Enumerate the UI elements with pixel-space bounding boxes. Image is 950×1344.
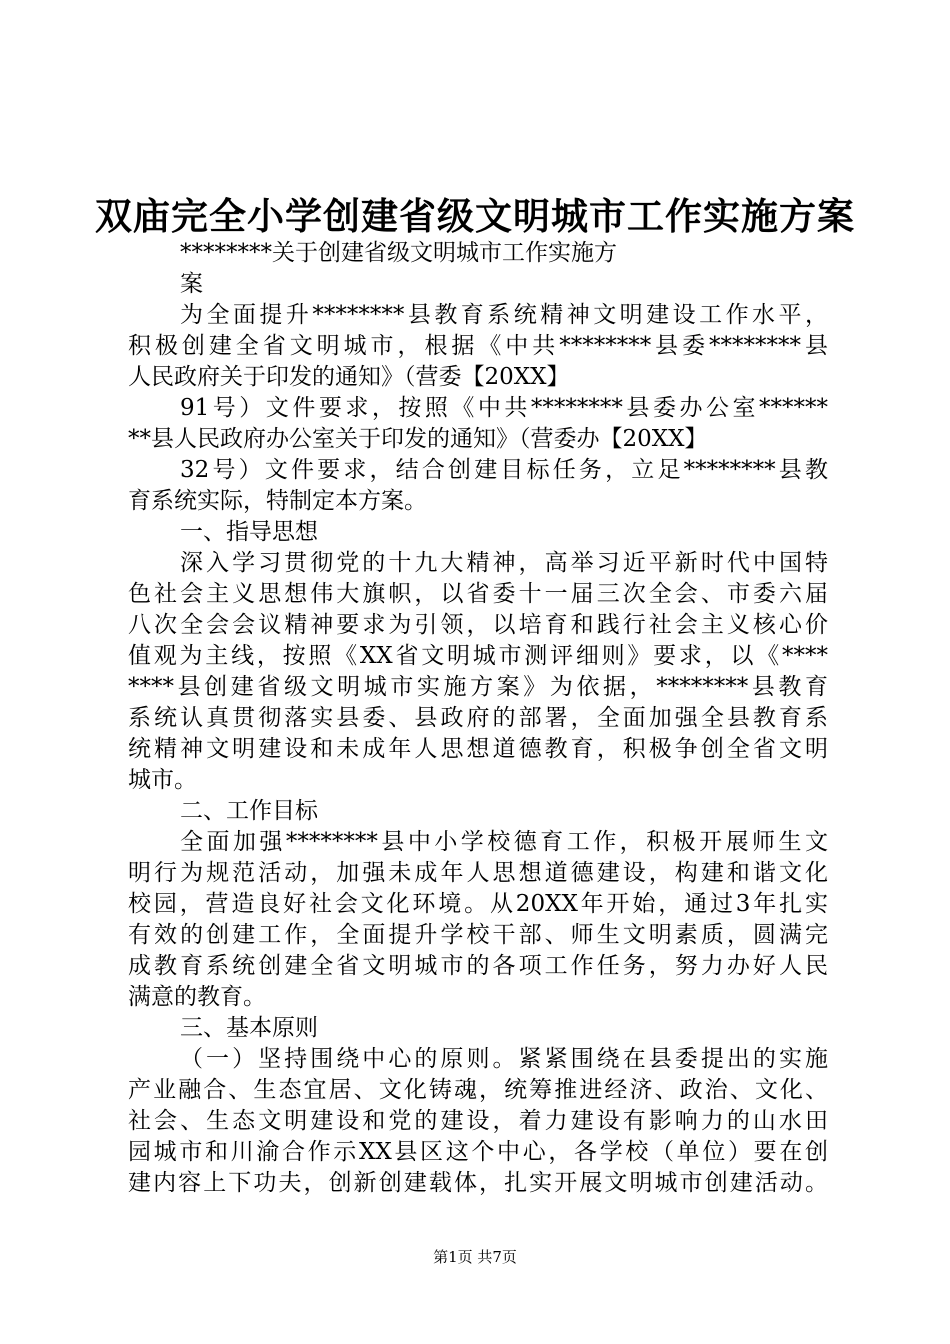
- document-body: [128, 238, 828, 1199]
- section-heading: 一、指导思想: [180, 519, 318, 545]
- paragraph-line: 色社会主义思想伟大旗帜，以省委十一届三次全会、市委六届: [128, 581, 828, 607]
- subtitle-line: 案: [180, 271, 203, 297]
- paragraph-line: 明行为规范活动，加强未成年人思想道德建设，构建和谐文化: [128, 860, 828, 886]
- paragraph-line: 深入学习贯彻党的十九大精神，高举习近平新时代中国特: [180, 550, 828, 576]
- section-heading: 三、基本原则: [180, 1015, 318, 1041]
- paragraph-line: 城市。: [128, 767, 197, 793]
- paragraph-line: ****县创建省级文明城市实施方案》为依据，********县教育: [128, 674, 828, 700]
- paragraph-line: 人民政府关于印发的通知》（营委【20XX】: [128, 364, 570, 390]
- paragraph-line: 91号）文件要求，按照《中共********县委办公室******: [180, 395, 828, 421]
- paragraph-line: 系统认真贯彻落实县委、县政府的部署，全面加强全县教育系: [128, 705, 828, 731]
- document-title: 双庙完全小学创建省级文明城市工作实施方案: [95, 195, 855, 238]
- paragraph-line: 成教育系统创建全省文明城市的各项工作任务，努力办好人民: [128, 953, 828, 979]
- paragraph-line: 社会、生态文明建设和党的建设，着力建设有影响力的山水田: [128, 1108, 828, 1134]
- paragraph-line: 育系统实际，特制定本方案。: [128, 488, 427, 514]
- paragraph-line: 值观为主线，按照《XX省文明城市测评细则》要求，以《****: [128, 643, 828, 669]
- paragraph-line: 统精神文明建设和未成年人思想道德教育，积极争创全省文明: [128, 736, 828, 762]
- section-heading: 二、工作目标: [180, 798, 318, 824]
- paragraph-line: 为全面提升********县教育系统精神文明建设工作水平，: [180, 302, 828, 328]
- paragraph-line: 产业融合、生态宜居、文化铸魂，统筹推进经济、政治、文化、: [128, 1077, 828, 1103]
- paragraph-line: （一）坚持围绕中心的原则。紧紧围绕在县委提出的实施: [180, 1046, 828, 1072]
- paragraph-line: 有效的创建工作，全面提升学校干部、师生文明素质，圆满完: [128, 922, 828, 948]
- paragraph-line: **县人民政府办公室关于印发的通知》（营委办【20XX】: [128, 426, 708, 452]
- subtitle-line: ********关于创建省级文明城市工作实施方: [180, 240, 617, 266]
- paragraph-line: 建内容上下功夫，创新创建载体，扎实开展文明城市创建活动。: [128, 1170, 828, 1196]
- paragraph-line: 园城市和川渝合作示XX县区这个中心，各学校（单位）要在创: [128, 1139, 828, 1165]
- paragraph-line: 校园，营造良好社会文化环境。从20XX年开始，通过3年扎实: [128, 891, 828, 917]
- paragraph-line: 满意的教育。: [128, 984, 266, 1010]
- page-footer: 第1页 共7页: [433, 1248, 517, 1266]
- paragraph-line: 积极创建全省文明城市，根据《中共********县委********县: [128, 333, 828, 359]
- paragraph-line: 32号）文件要求，结合创建目标任务，立足********县教: [180, 457, 828, 483]
- paragraph-line: 八次全会会议精神要求为引领，以培育和践行社会主义核心价: [128, 612, 828, 638]
- paragraph-line: 全面加强********县中小学校德育工作，积极开展师生文: [180, 829, 828, 855]
